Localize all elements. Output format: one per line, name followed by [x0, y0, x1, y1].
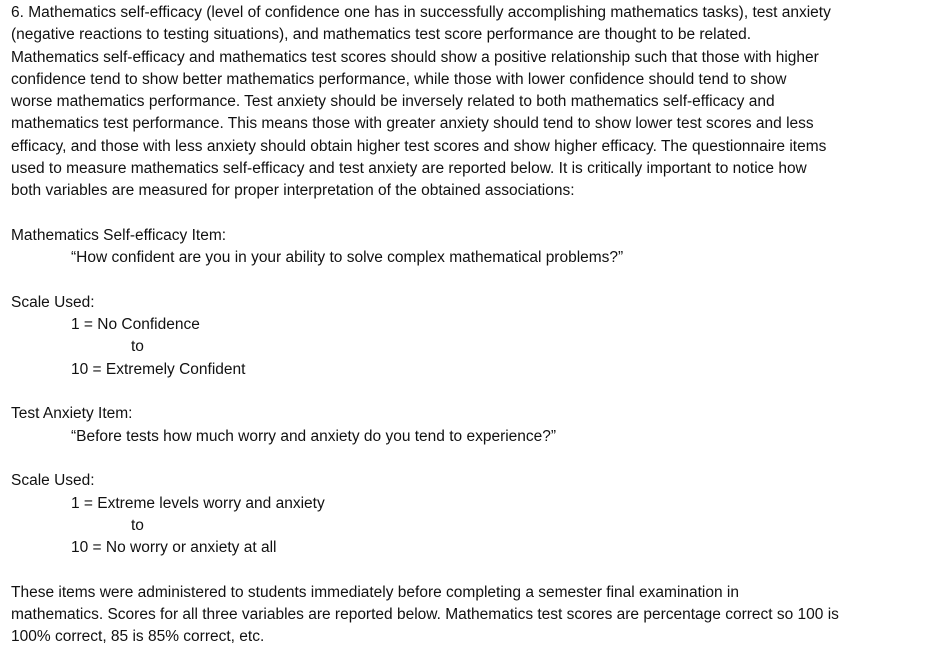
spacer: [11, 270, 936, 292]
closing-line: mathematics. Scores for all three variables are reported below. Mathematics test scores are percentage correct so 100 is: [11, 606, 839, 624]
test-anxiety-heading: Test Anxiety Item:: [11, 405, 133, 423]
intro-line: efficacy, and those with less anxiety should obtain higher test scores and show higher efficacy. The questionnaire items: [11, 137, 827, 155]
test-anxiety-scale-heading: Scale Used:: [11, 472, 95, 490]
intro-line: used to measure mathematics self-efficacy and test anxiety are reported below. It is critically important to notice how: [11, 160, 807, 178]
intro-line: confidence tend to show better mathematics performance, while those with lower confidence should tend to show: [11, 70, 787, 88]
test-anxiety-scale-to: to: [131, 516, 144, 534]
spacer: [11, 448, 936, 470]
self-efficacy-scale-low: 1 = No Confidence: [71, 316, 200, 334]
self-efficacy-heading: Mathematics Self-efficacy Item:: [11, 226, 227, 244]
intro-line: (negative reactions to testing situations), and mathematics test score performance are thought to be related.: [11, 26, 752, 44]
closing-paragraph: [11, 582, 936, 649]
self-efficacy-scale-to: to: [131, 338, 144, 356]
test-anxiety-scale-low: 1 = Extreme levels worry and anxiety: [71, 494, 325, 512]
closing-line: These items were administered to students immediately before completing a semester final examination in: [11, 583, 739, 601]
intro-line: worse mathematics performance. Test anxiety should be inversely related to both mathematics self-efficacy and: [11, 93, 775, 111]
self-efficacy-scale-high: 10 = Extremely Confident: [71, 360, 246, 378]
spacer: [11, 381, 936, 403]
spacer: [11, 559, 936, 581]
intro-line: mathematics test performance. This means those with greater anxiety should tend to show lower test scores and less: [11, 115, 814, 133]
closing-line: 100% correct, 85 is 85% correct, etc.: [11, 628, 265, 646]
document-body: [11, 2, 936, 649]
self-efficacy-scale-heading: Scale Used:: [11, 293, 95, 311]
intro-line: both variables are measured for proper interpretation of the obtained associations:: [11, 182, 575, 200]
intro-paragraph: [11, 2, 936, 203]
test-anxiety-scale-high: 10 = No worry or anxiety at all: [71, 539, 277, 557]
self-efficacy-question: “How confident are you in your ability to solve complex mathematical problems?”: [71, 249, 624, 267]
test-anxiety-question: “Before tests how much worry and anxiety do you tend to experience?”: [71, 427, 557, 445]
spacer: [11, 203, 936, 225]
intro-line: 6. Mathematics self-efficacy (level of confidence one has in successfully accomplishing mathematics tasks), test anxiety: [11, 4, 831, 21]
intro-line: Mathematics self-efficacy and mathematics test scores should show a positive relationship such that those with higher: [11, 48, 819, 66]
